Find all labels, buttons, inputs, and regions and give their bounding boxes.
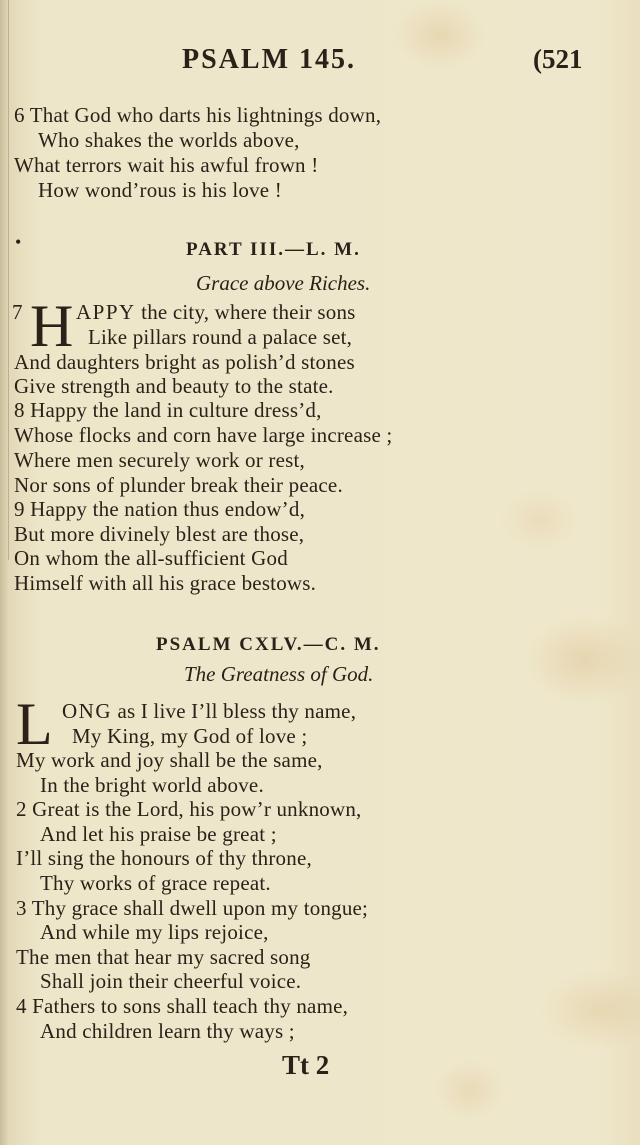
verse-line: Thy works of grace repeat.	[40, 871, 271, 895]
verse-line: 8 Happy the land in culture dress’d,	[14, 398, 322, 422]
ink-dot: •	[15, 232, 22, 252]
verse-line: 6 That God who darts his lightnings down,	[14, 103, 382, 127]
first-word: APPY	[76, 300, 136, 324]
verse-line: And while my lips rejoice,	[40, 920, 269, 944]
first-line-rest: the city, where their sons	[135, 300, 356, 324]
section-heading-part-3: PART III.—L. M.	[186, 239, 361, 260]
first-word: ONG	[62, 699, 112, 723]
verse-line: In the bright world above.	[40, 773, 264, 797]
verse-line-first	[76, 300, 356, 324]
drop-cap-letter: H	[30, 293, 74, 359]
verse-line: I’ll sing the honours of thy throne,	[16, 846, 312, 870]
verse-line: Nor sons of plunder break their peace.	[14, 473, 343, 497]
verse-line-first	[62, 699, 356, 723]
verse-line: 3 Thy grace shall dwell upon my tongue;	[16, 896, 369, 920]
verse-line: And let his praise be great ;	[40, 822, 277, 846]
verse-line: Where men securely work or rest,	[14, 448, 305, 472]
verse-line: The men that hear my sacred song	[16, 945, 311, 969]
first-line-rest: as I live I’ll bless thy name,	[112, 699, 357, 723]
verse-line: And daughters bright as polish’d stones	[14, 350, 355, 374]
verse-line: My work and joy shall be the same,	[16, 748, 323, 772]
verse-line: But more divinely blest are those,	[14, 522, 305, 546]
page-title: PSALM 145.	[182, 44, 356, 75]
verse-line: My King, my God of love ;	[72, 724, 308, 748]
verse-line: What terrors wait his awful frown !	[14, 153, 319, 177]
drop-cap-letter: L	[16, 691, 53, 757]
verse-line: Himself with all his grace bestows.	[14, 571, 317, 595]
verse-line: And children learn thy ways ;	[40, 1019, 295, 1043]
verse-line: Shall join their cheerful voice.	[40, 969, 302, 993]
verse-line: On whom the all-sufficient God	[14, 546, 288, 570]
page-number: (521	[533, 44, 583, 74]
verse-line: How wond’rous is his love !	[38, 178, 282, 202]
section-subtitle-part-3: Grace above Riches.	[196, 271, 371, 295]
verse-line: Whose flocks and corn have large increase ;	[14, 423, 393, 447]
verse-line: 2 Great is the Lord, his pow’r unknown,	[16, 797, 362, 821]
verse-line: Who shakes the worlds above,	[38, 128, 300, 152]
verse-line: Like pillars round a palace set,	[88, 325, 353, 349]
verse-line: Give strength and beauty to the state.	[14, 374, 334, 398]
signature-mark: Tt 2	[282, 1050, 330, 1080]
verse-number: 7	[12, 300, 23, 324]
verse-line: 9 Happy the nation thus endow’d,	[14, 497, 306, 521]
section-subtitle-psalm-145: The Greatness of God.	[184, 662, 374, 686]
verse-line: 4 Fathers to sons shall teach thy name,	[16, 994, 349, 1018]
section-heading-psalm-145: PSALM CXLV.—C. M.	[156, 634, 381, 655]
page-gutter-line	[8, 0, 9, 560]
